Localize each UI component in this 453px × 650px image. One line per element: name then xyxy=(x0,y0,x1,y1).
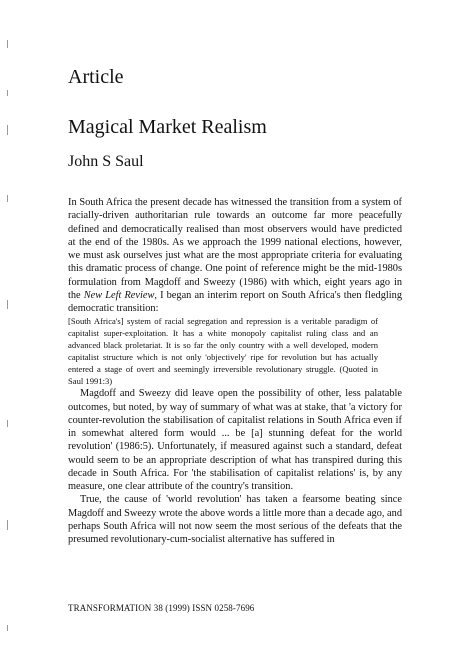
article-body xyxy=(68,196,402,546)
paragraph-1 xyxy=(68,196,402,315)
block-quote: [South Africa's] system of racial segregation and repression is a veritable paradigm of capitalist super-exploitation. It has a white monopoly capitalist ruling class and an advanced black proletariat. It is so far the only country with a well developed, modern capitalist structure which is not only 'objectively' ripe for revolution but has actually entered a stage of overt and seemingly irreversible revolutionary struggle. (Quoted in Saul 1991:3) xyxy=(68,316,378,387)
journal-name-italic: New Left Review xyxy=(83,289,155,301)
article-title: Magical Market Realism xyxy=(68,116,267,138)
paragraph-1-text-a: In South Africa the present decade has witnessed the transition from a system of racially-driven authoritarian rule towards an outcome far more peacefully defined and democratically realised than most observers would have predicted at the end of the 1980s. As we approach the 1999 national elections, however, we must ask ourselves just what are the most appropriate criteria for evaluating this dramatic process of change. One point of reference might be the mid-1980s formulation from Magdoff and Sweezy (1986) with which, eight years ago in the xyxy=(68,197,402,301)
paragraph-2: Magdoff and Sweezy did leave open the possibility of other, less palatable outcomes, but noted, by way of summary of what was at stake, that 'a victory for counter-revolution the stabilisation of capitalist relations in South Africa even if in somewhat altered form would ... be [a] stunning defeat for the world revolution' (1986:5). Unfortunately, if measured against such a standard, defeat would seem to be an appropriate description of what has transpired during this decade in South Africa. For 'the stabilisation of capitalist relations' is, by any measure, one clear attribute of the country's transition. xyxy=(68,388,402,492)
section-label: Article xyxy=(68,66,124,88)
author-name: John S Saul xyxy=(68,153,144,170)
paragraph-3: True, the cause of 'world revolution' has taken a fearsome beating since Magdoff and Sweezy wrote the above words a little more than a decade ago, and perhaps South Africa will not now seem the most serious of the defeats that the presumed revolutionary-cum-socialist alternative has suffered in xyxy=(68,494,402,545)
journal-citation-footer: TRANSFORMATION 38 (1999) ISSN 0258-7696 xyxy=(68,603,255,613)
paragraph-1-text-b: , I began an interim report on South Africa's then fledgling democratic transition: xyxy=(68,289,402,314)
